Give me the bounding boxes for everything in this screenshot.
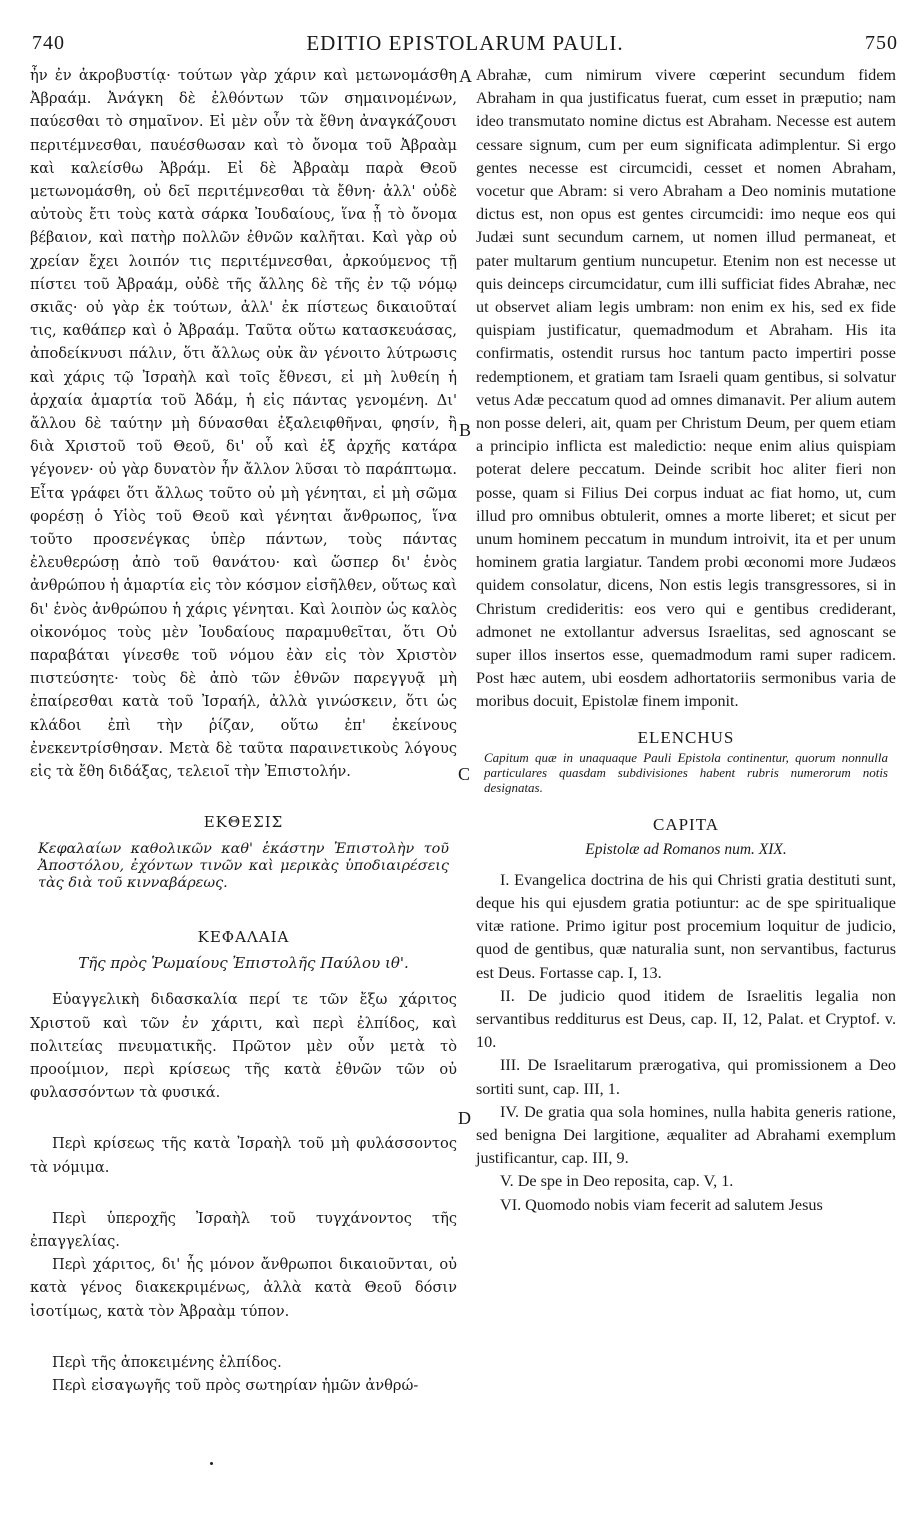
- right-page-number: 750: [864, 31, 898, 54]
- ink-speck: [210, 1462, 213, 1465]
- margin-letter-b: B: [459, 420, 472, 440]
- running-title: EDITIO EPISTOLARUM PAULI.: [306, 30, 624, 55]
- greek-body-text: ἦν ἐν ἀκροβυστίᾳ· τούτων γὰρ χάριν καὶ μετωνομάσθη Ἀβραάμ. Ἀνάγκη δὲ ἐλθόντων τῶν σημαινομένων, παύεσθαι τὸ σημαῖνον. Εἰ μὲν οὖν τὰ ἔθνη ἀναγκάζουσι περιτέμνεσθαι, παυέσθωσαν καὶ τὸ ὄνομα τοῦ Ἀβραὰμ καὶ καλείσθω Ἀβράμ. Εἰ δὲ Ἀβραὰμ παρὰ Θεοῦ μετωνομάσθη, οὐ δεῖ περιτέμνεσθαι τὰ ἔθνη· ἀλλ' οὐδὲ αὐτοὺς ἔτι τοὺς κατὰ σάρκα Ἰουδαίους, ἵνα ᾖ τὸ ὄνομα βέβαιον, καὶ πατὴρ πολλῶν ἐθνῶν καλῆται. Καὶ γὰρ οὐ χρείαν ἔχει λοιπόν τις περιτέμνεσθαι, ἀρκούμενος τῇ πίστει τοῦ Ἀβραάμ, οὐδὲ τῆς ἄλλης δὲ τῆς ἐν τῷ νόμῳ σκιᾶς· οὐ γὰρ ἐκ τούτων, ἀλλ' ἐκ πίστεως δικαιοῦταί τις, καθάπερ καὶ ὁ Ἀβραάμ. Ταῦτα οὕτω κατασκευάσας, ἀποδείκνυσι πάλιν, ὅτι ἄλλως οὐκ ἂν γένοιτο λύτρωσις καὶ χάρις τῷ Ἰσραὴλ καὶ τοῖς ἔθνεσι, εἰ μὴ λυθείη ἡ ἀρχαία ἁμαρτία τοῦ Ἀδάμ, ἡ εἰς πάντας γενομένη. Δι' ἄλλου δὲ ταύτην μὴ δύνασθαι ἐξαλειφθῆναι, φησίν, ἢ διὰ Χριστοῦ τοῦ Θεοῦ, δι' οὗ καὶ ἐξ ἀρχῆς κατάρα γέγονεν· οὐ γὰρ δυνατὸν ἦν ἄλλον λῦσαι τὸ παράπτωμα. Εἶτα γράφει ὅτι ἄλλως τοῦτο οὐ μὴ γένηται, εἰ μὴ σῶμα φορέσῃ ὁ Υἱὸς τοῦ Θεοῦ καὶ γένηται ἄνθρωπος, ἵνα τοῦτο προσενέγκας ὑπὲρ πάντων, τοὺς πάντας ἐλευθερώσῃ ἀπὸ τοῦ θανάτου· καὶ ὥσπερ δι' ἑνὸς ἀνθρώπου ἡ ἁμαρτία εἰς τὸν κόσμον εἰσῆλθεν, οὕτως καὶ δι' ἑνὸς ἀνθρώπου ἡ χάρις γένηται. Καὶ λοιπὸν ὡς καλὸς οἰκονόμος τοὺς μὲν Ἰουδαίους παραμυθεῖται, ὅτι Οὐ παραβάται γίνεσθε τοῦ νόμου ἐὰν εἰς τὸν Χριστὸν πιστεύσητε· τοὺς δὲ ἀπὸ τῶν ἐθνῶν παρεγγυᾷ μὴ ἐπαίρεσθαι κατὰ τοῦ Ἰσραήλ, ἀλλὰ γινώσκειν, ὅτι ὡς κλάδοι ἐπὶ τὴν ῥίζαν, οὕτω ἐπ' ἐκείνους ἐνεκεντρίσθησαν. Μετὰ δὲ ταῦτα παραινετικοὺς λόγους εἰς τὰ ἔθη διδάξας, τελειοῖ τὴν Ἐπιστολήν.: [30, 67, 457, 781]
- kephalaia-subtitle: Τῆς πρὸς Ῥωμαίους Ἐπιστολῆς Παύλου ιθ'.: [78, 954, 409, 973]
- capita-subtitle: Epistolæ ad Romanos num. XIX.: [585, 840, 787, 858]
- latin-chapter-item-1: I. Evangelica doctrina de his qui Christi gratia destituti sunt, deque his qui ejusdem gratia potiuntur: ac de spe spiritualique vitæ ratione. Primo igitur post procemium loquitur de judicio, quod de gentibus, quæ naturalia sunt, non servantibus, facturus est Deus. Fortasse cap. I, 13.: [476, 870, 896, 982]
- latin-chapter-item-3: III. De Israelitarum prærogativa, qui promissionem a Deo sortiti sunt, cap. III, 1.: [476, 1056, 896, 1098]
- greek-column: [30, 64, 457, 1397]
- margin-letter-d: D: [458, 1108, 471, 1128]
- latin-chapter-item-4: IV. De gratia qua sola homines, nulla habita generis ratione, sed benigna Dei largitione, æqualiter ad Abrahami exemplum justificantur, cap. III, 9.: [476, 1102, 896, 1168]
- elenchus-heading: ELENCHUS: [637, 727, 735, 747]
- latin-chapter-item-2: II. De judicio quod itidem de Israelitis legalia non servantibus redditurus est Deus, cap. II, 12, Palat. et Cryptof. v. 10.: [476, 986, 896, 1052]
- greek-chapter-item-3: Περὶ ὑπεροχῆς Ἰσραὴλ τοῦ τυγχάνοντος τῆς ἐπαγγελίας.: [30, 1209, 457, 1250]
- greek-chapter-item-5: Περὶ τῆς ἀποκειμένης ἐλπίδος.: [52, 1353, 282, 1371]
- latin-body-text: Abrahæ, cum nimirum vivere cœperint secundum fidem Abraham in qua justificatus fuerat, cum esset in præputio; nam ideo transmutato nomine dictus est Abraham. Necesse est autem cessare signum, cum per eum significata adimplentur. Si ergo gentes necesse est circumcidi, cesset et nomen Abraham, vocetur que Abram: si vero Abraham a Deo nominis mutatione dictus est, non opus est gentes circumcidi: imo neque eos qui Judæi sunt secundum carnem, ut nomen illud permaneat, et pater multarum gentium nuncupetur. Etenim non est necesse ut quis deinceps circumcidatur, cum illi sufficiat fides Abrahæ, nec ut observet aliam legis umbram: non enim ex his, sed ex fide quispiam justificatur, quemadmodum et Abraham. His ita confirmatis, ostendit rursus hoc tantum pacto impertiri posse redemptionem, et gratiam tam Israeli quam gentibus, si solvatur vetus Adæ peccatum quod ad omnes dimanavit. Per alium autem non posse deleri, ait, quam per Christum Deum, per quem etiam a principio inflicta est maledictio: neque enim alius quispiam poterat delere peccatum. Deinde scribit hoc aliter fieri non posse, quam si Filius Dei corpus induat ac fiat homo, ut, cum illud pro omnibus obtulerit, omnes a morte liberet; et sicut per unum hominem peccatum in mundum introivit, ita et per unum hominem gratia largiatur. Tandem probi œconomi more Judæos quidem consolatur, dicens, Non estis legis transgressores, si in Christum credideritis: eos vero qui e gentibus crediderant, admonet ne extollantur adversus Israelitas, sed agnoscant se super illos insertos esse, quemadmodum rami super radicem. Post hæc autem, ubi eosdem adhortatoriis sermonibus varia de moribus docuit, Epistolæ finem imponit.: [476, 66, 896, 711]
- left-page-number: 740: [32, 31, 65, 54]
- capita-heading: CAPITA: [652, 814, 720, 834]
- running-header: [32, 28, 898, 58]
- greek-chapter-item-4: Περὶ χάριτος, δι' ἧς μόνον ἄνθρωποι δικαιοῦνται, οὐ κατὰ γένος διακεκριμένως, ἀλλὰ κατὰ Θεοῦ δόσιν ἰσοτίμως, κατὰ τὸν Ἀβραὰμ τύπον.: [30, 1256, 457, 1320]
- elenchus-subtitle: Capitum quæ in unaquaque Pauli Epistola continentur, quorum nonnulla particulares quasdam subdivisiones habent rubris numerorum notis designatas.: [484, 749, 888, 795]
- latin-column: [476, 64, 896, 1217]
- latin-chapter-item-5: V. De spe in Deo reposita, cap. V, 1.: [500, 1172, 734, 1191]
- margin-letter-a: A: [459, 66, 472, 86]
- margin-letter-c: C: [458, 764, 471, 784]
- greek-chapter-item-2: Περὶ κρίσεως τῆς κατὰ Ἰσραὴλ τοῦ μὴ φυλάσσοντος τὰ νόμιμα.: [30, 1135, 457, 1176]
- greek-chapter-item-1: Εὐαγγελικὴ διδασκαλία περί τε τῶν ἔξω χάριτος Χριστοῦ καὶ τῶν ἐν χάριτι, καὶ περὶ ἐλπίδος, καὶ πολιτείας πνευματικῆς. Πρῶτον μὲν οὖν μετὰ τὸ προοίμιον, περὶ κρίσεως τῆς κατὰ ἐθνῶν τῶν οὐ φυλασσόντων τὰ φυσικά.: [30, 991, 457, 1102]
- ekthesis-heading: ΕΚΘΕΣΙΣ: [203, 813, 284, 832]
- kephalaia-heading: ΚΕΦΑΛΑΙΑ: [197, 928, 290, 947]
- greek-chapter-item-6: Περὶ εἰσαγωγῆς τοῦ πρὸς σωτηρίαν ἡμῶν ἀνθρώ-: [52, 1376, 419, 1394]
- latin-chapter-item-6: VI. Quomodo nobis viam fecerit ad salutem Jesus: [500, 1195, 823, 1214]
- ekthesis-subtitle: Κεφαλαίων καθολικῶν καθ' ἑκάστην Ἐπιστολὴν τοῦ Ἀποστόλου, ἐχόντων τινῶν καὶ μερικὰς ὑποδιαιρέσεις τὰς διὰ τοῦ κινναβάρεως.: [38, 841, 449, 892]
